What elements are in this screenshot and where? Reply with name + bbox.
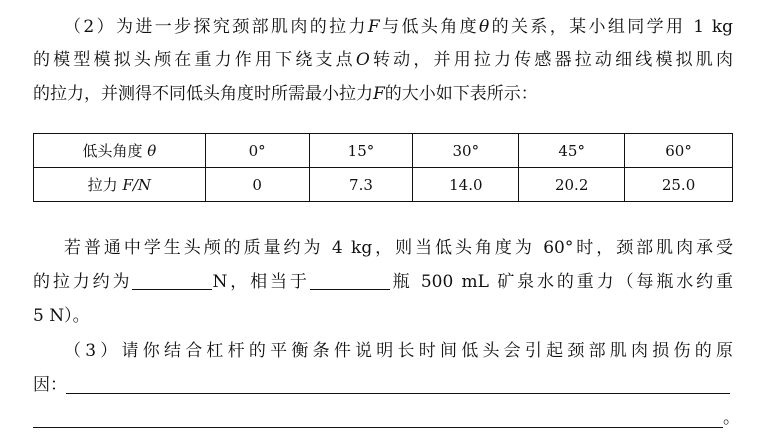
table-cell: 14.0 [413, 168, 519, 202]
question-line3: 5 N）。 [33, 306, 90, 326]
part2-line2: 的模型模拟头颅在重力作用下绕支点O转动，并用拉力传感器拉动细线模拟肌肉 [33, 50, 734, 70]
symbol-F: F [367, 17, 380, 37]
table-cell: 60° [625, 134, 733, 168]
table-cell: 45° [519, 134, 625, 168]
part3-line2: 因： [33, 375, 67, 395]
answer-line-2[interactable] [33, 427, 723, 428]
symbol-theta: θ [479, 17, 490, 37]
table-row-angle [34, 134, 733, 168]
table-cell: 25.0 [625, 168, 733, 202]
question-line1: 若普通中学生头颅的质量约为 4 kg，则当低头角度为 60°时，颈部肌肉承受 [64, 238, 733, 258]
symbol-F-2: F [373, 84, 385, 104]
angle-force-table [33, 133, 733, 202]
table-cell: 15° [309, 134, 413, 168]
table-cell: 0° [205, 134, 309, 168]
table-cell: 7.3 [309, 168, 413, 202]
table-row-force [34, 168, 733, 202]
question-line2: 的拉力约为 N，相当于 瓶 500 mL 矿泉水的重力（每瓶水约重 [33, 272, 734, 292]
part3-line1: （3）请你结合杠杆的平衡条件说明长时间低头会引起颈部肌肉损伤的原 [64, 341, 733, 361]
part2-line3: 的拉力，并测得不同低头角度时所需最小拉力F的大小如下表所示： [33, 84, 538, 104]
table-header-angle: 低头角度 θ [34, 134, 206, 168]
answer-line-1[interactable] [66, 393, 730, 394]
answer-blank-bottles[interactable] [310, 271, 390, 290]
answer-blank-force[interactable] [132, 271, 212, 290]
end-mark: 。 [723, 408, 740, 428]
table-header-force: 拉力 F/N [34, 168, 206, 202]
part2-line1: （2）为进一步探究颈部肌肉的拉力F与低头角度θ的关系，某小组同学用 1 kg [64, 17, 734, 37]
table-cell: 20.2 [519, 168, 625, 202]
symbol-O: O [355, 50, 370, 70]
table-cell: 30° [413, 134, 519, 168]
table-cell: 0 [205, 168, 309, 202]
